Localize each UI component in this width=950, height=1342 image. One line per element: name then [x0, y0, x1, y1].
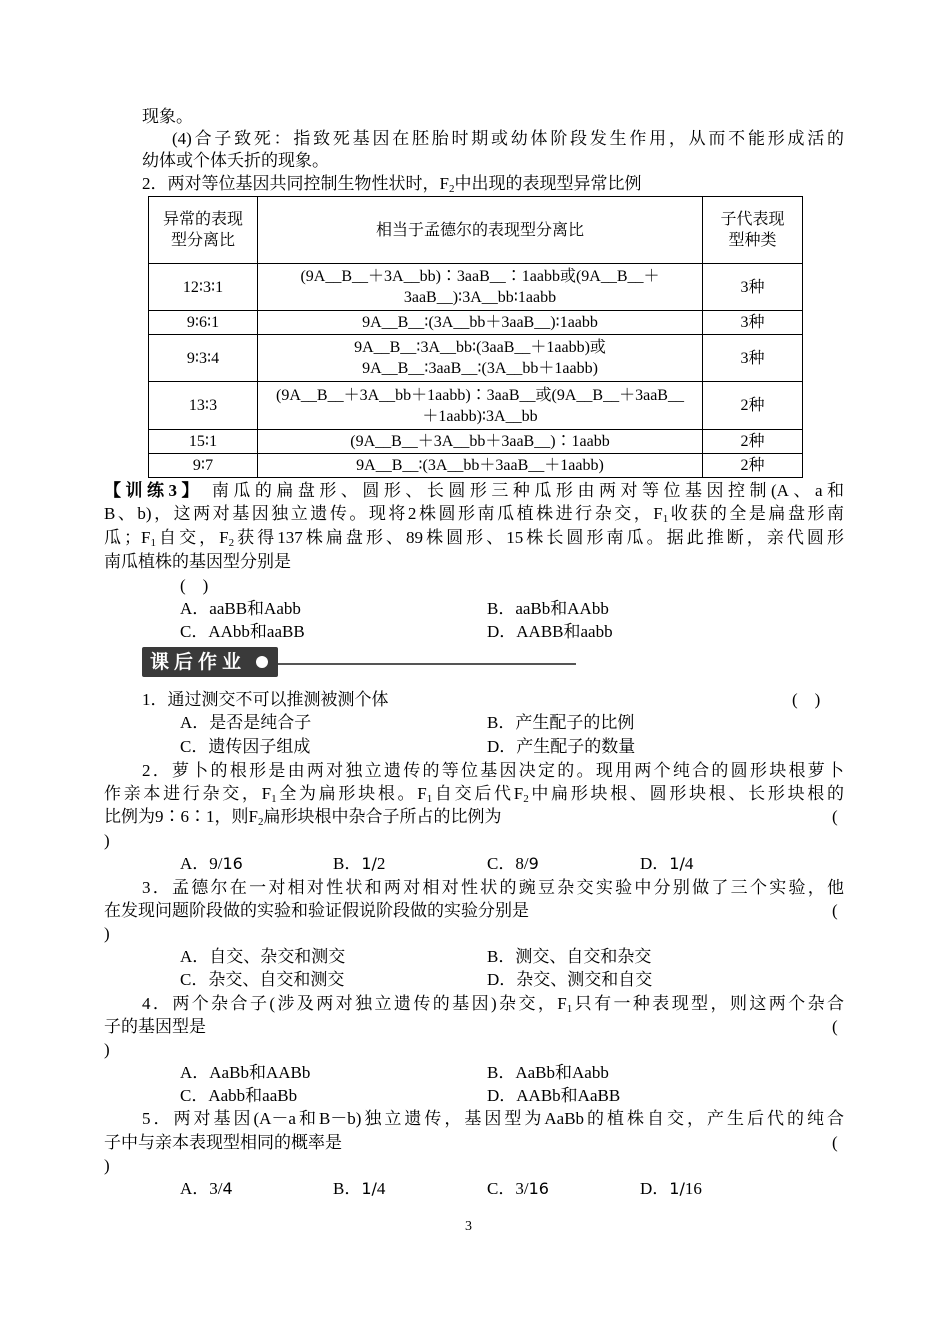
banner-divider [278, 663, 576, 665]
intro-line: 现象。 [142, 107, 193, 126]
q2-option-a: A．9/16 [180, 854, 243, 873]
q1-stem: 1．通过测交不可以推测被测个体 [142, 690, 389, 709]
training3-line1: 【训练3】 南瓜的扁盘形、圆形、长圆形三种瓜形由两对等位基因控制(A、a和 [104, 481, 845, 500]
training3-line3: 瓜；$F_1$自交，$F_2$获得137株扁盘形、89株圆形、15株长圆形南瓜。据此推断，亲代圆形 [104, 528, 844, 549]
q4-line1: 4．两个杂合子(涉及两对独立遗传的基因)杂交，$F_1$只有一种表现型，则这两个杂合 [142, 994, 845, 1015]
cell-kinds: 2种 [703, 430, 803, 454]
q5-line2: 子中与亲本表现型相同的概率是 [104, 1133, 342, 1152]
table-row [149, 311, 803, 335]
cell-equiv: (9A__B__＋3A__bb＋3aaB__)∶1aabb [258, 430, 703, 454]
training3-line2: B、b)，这两对基因独立遗传。现将2株圆形南瓜植株进行杂交，$F_1$收获的全是扁盘形南 [104, 504, 844, 525]
cell-kinds: 3种 [703, 264, 803, 311]
table-row [149, 335, 803, 382]
table-row [149, 382, 803, 430]
q2-line2: 作亲本进行杂交，$F_1$全为扁形块根。$F_1$自交后代$F_2$中扁形块根、圆形块根、长形块根的 [104, 784, 844, 805]
table-header-row [149, 197, 803, 264]
q3-option-a: A．自交、杂交和测交 [180, 947, 346, 966]
q2-option-d: D．1/4 [640, 854, 694, 873]
cell-equiv: 9A__B__∶(3A__bb＋3aaB__)∶1aabb [258, 311, 703, 335]
training3-line4: 南瓜植株的基因型分别是 [104, 552, 291, 571]
q4-close-paren: ) [104, 1040, 110, 1059]
option-a: A．aaBB和Aabb [180, 599, 301, 618]
q5-close-paren: ) [104, 1156, 110, 1175]
cell-equiv: (9A__B__＋3A__bb＋1aabb)∶3aaB__或(9A__B__＋3aaB__＋1aabb)∶3A__bb [258, 382, 703, 430]
q2-close-paren: ) [104, 831, 110, 850]
point-4-line1: (4)合子致死：指致死基因在胚胎时期或幼体阶段发生作用，从而不能形成活的 [172, 129, 844, 148]
q5-option-c: C．3/16 [487, 1179, 549, 1198]
q4-option-a: A．AaBb和AABb [180, 1063, 311, 1082]
cell-kinds: 2种 [703, 382, 803, 430]
ratio-table [148, 196, 803, 478]
item-2-heading: 2．两对等位基因共同控制生物性状时，$F_2$中出现的表现型异常比例 [142, 174, 642, 195]
q5-option-d: D．1/16 [640, 1179, 702, 1198]
q3-option-c: C．杂交、自交和测交 [180, 970, 345, 989]
header-equiv: 相当于孟德尔的表现型分离比 [258, 197, 703, 264]
q4-open-paren: ( [832, 1017, 838, 1036]
q3-line2: 在发现问题阶段做的实验和验证假说阶段做的实验分别是 [104, 901, 529, 920]
q1-option-a: A．是否是纯合子 [180, 713, 312, 732]
option-c: C．AAbb和aaBB [180, 622, 305, 641]
q5-line1: 5．两对基因(A－a和B－b)独立遗传，基因型为AaBb的植株自交，产生后代的纯合 [142, 1109, 844, 1128]
q1-option-d: D．产生配子的数量 [487, 737, 636, 756]
option-b: B．aaBb和AAbb [487, 599, 609, 618]
q1-paren: ( ) [792, 690, 821, 709]
q4-line2: 子的基因型是 [104, 1017, 206, 1036]
q5-option-b: B．1/4 [333, 1179, 386, 1198]
q2-line3: 比例为9∶6∶1，则$F_2$扁形块根中杂合子所占的比例为 [104, 807, 502, 828]
q4-option-c: C．Aabb和aaBb [180, 1086, 298, 1105]
q5-open-paren: ( [832, 1133, 838, 1152]
q3-close-paren: ) [104, 924, 110, 943]
section-banner [142, 647, 278, 677]
point-4-line2: 幼体或个体夭折的现象。 [142, 151, 329, 170]
q5-option-a: A．3/4 [180, 1179, 233, 1198]
cell-equiv: (9A__B__＋3A__bb)∶3aaB__∶1aabb或(9A__B__＋3aaB__)∶3A__bb∶1aabb [258, 264, 703, 311]
cell-ratio: 9∶3∶4 [149, 335, 258, 382]
q4-option-b: B．AaBb和Aabb [487, 1063, 609, 1082]
cell-ratio: 9∶7 [149, 454, 258, 478]
cell-kinds: 3种 [703, 311, 803, 335]
option-d: D．AABB和aabb [487, 622, 613, 641]
cell-ratio: 15∶1 [149, 430, 258, 454]
header-kinds: 子代表现型种类 [703, 197, 803, 264]
cell-kinds: 2种 [703, 454, 803, 478]
cell-equiv: 9A__B__∶(3A__bb＋3aaB__＋1aabb) [258, 454, 703, 478]
table-row [149, 264, 803, 311]
q1-option-b: B．产生配子的比例 [487, 713, 635, 732]
page-number: 3 [465, 1219, 472, 1234]
cell-ratio: 9∶6∶1 [149, 311, 258, 335]
banner-dot-icon [256, 656, 268, 668]
cell-equiv: 9A__B__∶3A__bb∶(3aaB__＋1aabb)或9A__B__∶3aaB__∶(3A__bb＋1aabb) [258, 335, 703, 382]
cell-kinds: 3种 [703, 335, 803, 382]
q3-open-paren: ( [832, 901, 838, 920]
q3-option-d: D．杂交、测交和自交 [487, 970, 653, 989]
table-row [149, 430, 803, 454]
cell-ratio: 13∶3 [149, 382, 258, 430]
q2-option-b: B．1/2 [333, 854, 386, 873]
q3-option-b: B．测交、自交和杂交 [487, 947, 652, 966]
q3-line1: 3．孟德尔在一对相对性状和两对相对性状的豌豆杂交实验中分别做了三个实验，他 [142, 878, 844, 897]
q2-line1: 2．萝卜的根形是由两对独立遗传的等位基因决定的。现用两个纯合的圆形块根萝卜 [142, 761, 844, 780]
q2-open-paren: ( [832, 807, 838, 826]
answer-paren: ( ) [180, 576, 209, 595]
table-row [149, 454, 803, 478]
q2-option-c: C．8/9 [487, 854, 539, 873]
cell-ratio: 12∶3∶1 [149, 264, 258, 311]
q4-option-d: D．AABb和AaBB [487, 1086, 621, 1105]
header-ratio: 异常的表现型分离比 [149, 197, 258, 264]
q1-option-c: C．遗传因子组成 [180, 737, 311, 756]
training3-tag: 【训练3】 [104, 481, 204, 500]
banner-title: 课后作业 [150, 651, 247, 673]
